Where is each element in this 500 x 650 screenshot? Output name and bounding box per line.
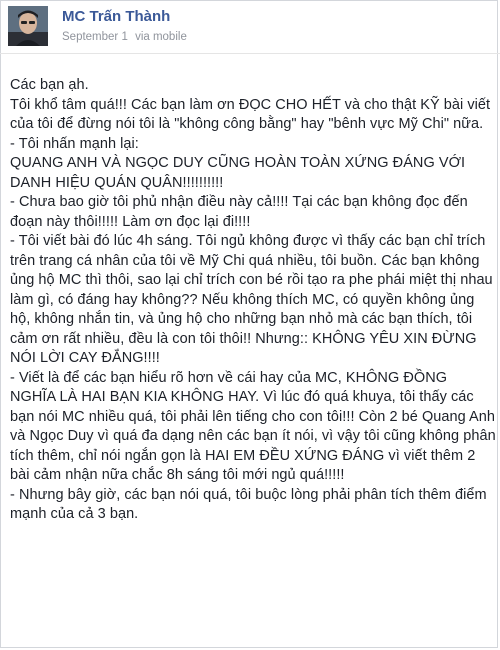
post-paragraph: Các bạn ạh. bbox=[10, 77, 89, 93]
post-paragraph: - Chưa bao giờ tôi phủ nhận điều này cả!!!! Tại các bạn không đọc đến đoạn này thôi!!!!! Làm ơn đọc lại đi!!!! bbox=[10, 194, 468, 230]
post-paragraph: - Tôi viết bài đó lúc 4h sáng. Tôi ngủ không được vì thấy các bạn chỉ trích trên trang cá nhân của tôi về Mỹ Chi quá nhiều, tôi buồn. Các bạn không ủng hộ MC thì thôi, sao lại chỉ trích con bé rồi tạo ra phe phái miệt thị nhau làm gì, có đáng hay không?? Nếu không thích MC, có quyền không ủng hộ, không nhắn tin, và ủng hộ cho những bạn nhỏ mà các bạn thích, tôi cảm ơn rất nhiều, đều là con tôi thôi!! Nhưng:: KHÔNG YÊU XIN ĐỪNG NÓI LỜI CAY ĐẮNG!!!! bbox=[10, 233, 493, 366]
post-via-label: via mobile bbox=[135, 31, 187, 43]
post-paragraph: Tôi khổ tâm quá!!! Các bạn làm ơn ĐỌC CHO HẾT và cho thật KỸ bài viết của tôi để đừng nói tôi là "không công bằng" hay "bênh vực Mỹ Chi" nữa. bbox=[10, 96, 491, 132]
post-paragraph: - Nhưng bây giờ, các bạn nói quá, tôi buộc lòng phải phân tích thêm điểm mạnh của cả 3 bạn. bbox=[10, 486, 487, 522]
post-paragraph: - Viết là để các bạn hiểu rõ hơn về cái hay của MC, KHÔNG ĐỒNG NGHĨA LÀ HAI BẠN KIA KHÔNG HAY. Vì lúc đó quá khuya, tôi thấy các bạn nói MC nhiều quá, tôi phải lên tiếng cho con tôi!!! Còn 2 bé Quang Anh và Ngọc Duy vì quá đa dạng nên các bạn ít nói, vì vậy tôi cũng không phân tích thêm, chỉ nói ngắn gọn là HAI EM ĐỀU XỨNG ĐÁNG vì viết thêm 2 bài cảm nhận nữa chắc 8h sáng tôi mới ngủ quá!!!!! bbox=[10, 369, 496, 483]
header-divider bbox=[0, 53, 500, 54]
post-meta bbox=[62, 31, 187, 43]
post-body bbox=[10, 76, 496, 525]
avatar[interactable] bbox=[8, 6, 48, 46]
post-paragraph: QUANG ANH VÀ NGỌC DUY CŨNG HOÀN TOÀN XỨNG ĐÁNG VỚI DANH HIỆU QUÁN QUÂN!!!!!!!!!! bbox=[10, 155, 466, 191]
post-date-link[interactable]: September 1 bbox=[62, 31, 128, 43]
post-header bbox=[0, 0, 500, 52]
post-paragraph: - Tôi nhấn mạnh lại: bbox=[10, 135, 139, 152]
author-name-link[interactable]: MC Trấn Thành bbox=[62, 8, 171, 25]
